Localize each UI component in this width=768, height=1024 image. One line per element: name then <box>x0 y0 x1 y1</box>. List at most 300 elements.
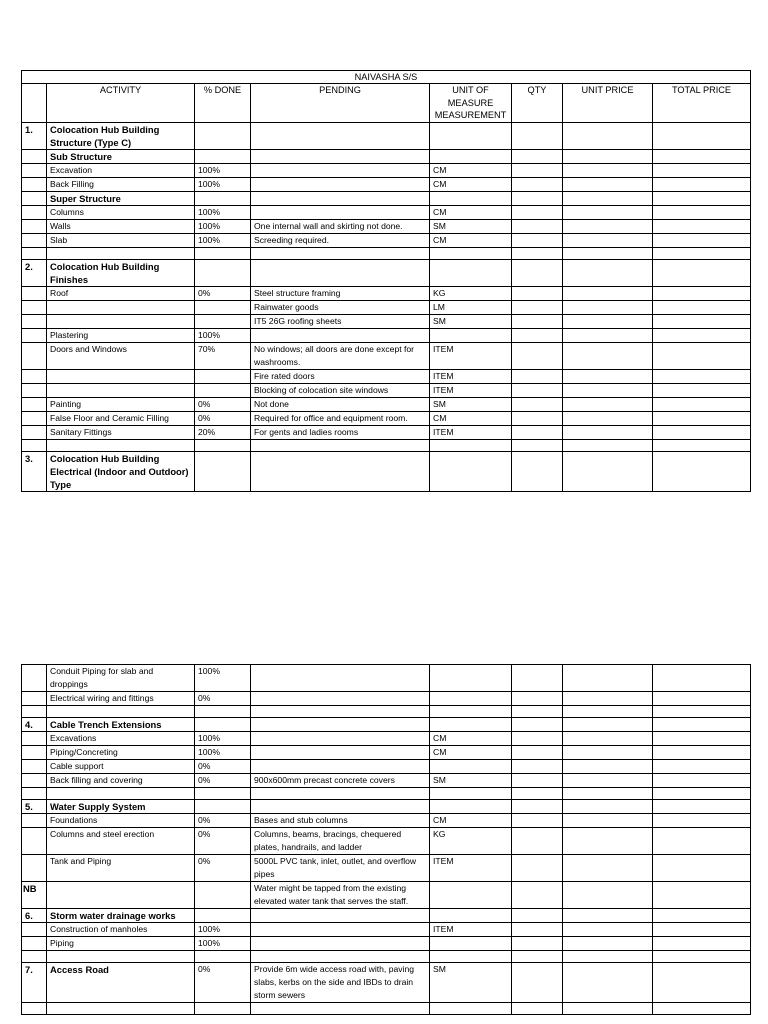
unit-cell: ITEM <box>430 923 512 937</box>
activity-cell: Excavations <box>47 732 195 746</box>
total-price-cell <box>653 329 751 343</box>
header-unit-price: UNIT PRICE <box>563 84 653 123</box>
unit-price-cell <box>563 384 653 398</box>
unit-price-cell <box>563 814 653 828</box>
table-row <box>22 384 751 398</box>
pending-cell: Bases and stub columns <box>251 814 430 828</box>
unit-cell <box>430 692 512 706</box>
unit-cell <box>430 440 512 452</box>
table-title: NAIVASHA S/S <box>22 71 751 84</box>
unit-price-cell <box>563 164 653 178</box>
unit-price-cell <box>563 370 653 384</box>
qty-cell <box>512 774 563 788</box>
pending-cell: Water might be tapped from the existing elevated water tank that serves the staff. <box>251 882 430 909</box>
table-row <box>22 234 751 248</box>
unit-cell <box>430 937 512 951</box>
percent-done-cell: 100% <box>195 732 251 746</box>
total-price-cell <box>653 398 751 412</box>
percent-done-cell <box>195 440 251 452</box>
pending-cell <box>251 329 430 343</box>
qty-cell <box>512 398 563 412</box>
qty-cell <box>512 855 563 882</box>
total-price-cell <box>653 370 751 384</box>
item-number-cell <box>22 248 47 260</box>
activity-cell <box>47 706 195 718</box>
qty-cell <box>512 732 563 746</box>
unit-cell <box>430 123 512 150</box>
unit-price-cell <box>563 909 653 923</box>
total-price-cell <box>653 440 751 452</box>
activity-cell: Doors and Windows <box>47 343 195 370</box>
item-number-cell <box>22 412 47 426</box>
table-row <box>22 828 751 855</box>
item-number-cell: 3. <box>22 452 47 492</box>
pending-cell <box>251 937 430 951</box>
pending-cell <box>251 718 430 732</box>
pending-cell: One internal wall and skirting not done. <box>251 220 430 234</box>
item-number-cell <box>22 760 47 774</box>
activity-cell: Slab <box>47 234 195 248</box>
unit-cell <box>430 760 512 774</box>
percent-done-cell: 70% <box>195 343 251 370</box>
table-row <box>22 814 751 828</box>
item-number-cell <box>22 426 47 440</box>
activity-cell: Access Road <box>47 963 195 1003</box>
unit-cell: SM <box>430 774 512 788</box>
table-row <box>22 909 751 923</box>
item-number-cell <box>22 370 47 384</box>
percent-done-cell: 0% <box>195 774 251 788</box>
unit-price-cell <box>563 234 653 248</box>
percent-done-cell: 100% <box>195 665 251 692</box>
unit-cell <box>430 718 512 732</box>
unit-price-cell <box>563 800 653 814</box>
pending-cell <box>251 260 430 287</box>
item-number-cell <box>22 164 47 178</box>
activity-cell: Storm water drainage works <box>47 909 195 923</box>
pending-cell: Required for office and equipment room. <box>251 412 430 426</box>
activity-cell: Water Supply System <box>47 800 195 814</box>
activity-cell: Colocation Hub Building Structure (Type C) <box>47 123 195 150</box>
unit-cell: SM <box>430 398 512 412</box>
unit-price-cell <box>563 718 653 732</box>
unit-price-cell <box>563 923 653 937</box>
activity-cell: Plastering <box>47 329 195 343</box>
item-number-cell <box>22 220 47 234</box>
percent-done-cell: 100% <box>195 746 251 760</box>
activity-cell: Sub Structure <box>47 150 195 164</box>
unit-cell: SM <box>430 963 512 1003</box>
activity-cell <box>47 882 195 909</box>
total-price-cell <box>653 828 751 855</box>
percent-done-cell: 0% <box>195 814 251 828</box>
percent-done-cell <box>195 706 251 718</box>
qty-cell <box>512 260 563 287</box>
percent-done-cell: 0% <box>195 412 251 426</box>
spacer-row <box>22 440 751 452</box>
activity-cell: Foundations <box>47 814 195 828</box>
percent-done-cell <box>195 800 251 814</box>
unit-price-cell <box>563 315 653 329</box>
total-price-cell <box>653 1003 751 1015</box>
unit-price-cell <box>563 692 653 706</box>
pending-cell: Blocking of colocation site windows <box>251 384 430 398</box>
unit-price-cell <box>563 440 653 452</box>
qty-cell <box>512 178 563 192</box>
qty-cell <box>512 882 563 909</box>
pending-cell <box>251 440 430 452</box>
qty-cell <box>512 440 563 452</box>
item-number-cell <box>22 440 47 452</box>
pending-cell <box>251 164 430 178</box>
qty-cell <box>512 963 563 1003</box>
total-price-cell <box>653 248 751 260</box>
activity-cell: Colocation Hub Building Finishes <box>47 260 195 287</box>
unit-cell: KG <box>430 287 512 301</box>
pending-cell <box>251 150 430 164</box>
percent-done-cell <box>195 951 251 963</box>
header-done: % DONE <box>195 84 251 123</box>
pending-cell: Rainwater goods <box>251 301 430 315</box>
activity-cell: Tank and Piping <box>47 855 195 882</box>
table-row <box>22 718 751 732</box>
unit-cell <box>430 1003 512 1015</box>
unit-cell <box>430 800 512 814</box>
item-number-cell <box>22 234 47 248</box>
unit-cell: ITEM <box>430 370 512 384</box>
table-row <box>22 287 751 301</box>
table-row <box>22 123 751 150</box>
percent-done-cell: 0% <box>195 287 251 301</box>
qty-cell <box>512 384 563 398</box>
qty-cell <box>512 760 563 774</box>
header-pending: PENDING <box>251 84 430 123</box>
unit-price-cell <box>563 452 653 492</box>
activity-cell: Colocation Hub Building Electrical (Indoor and Outdoor) Type <box>47 452 195 492</box>
total-price-cell <box>653 665 751 692</box>
table-row <box>22 665 751 692</box>
pending-cell: Columns, beams, bracings, chequered plates, handrails, and ladder <box>251 828 430 855</box>
item-number-cell <box>22 384 47 398</box>
total-price-cell <box>653 706 751 718</box>
total-price-cell <box>653 150 751 164</box>
table-row <box>22 150 751 164</box>
unit-cell <box>430 951 512 963</box>
unit-price-cell <box>563 732 653 746</box>
pending-cell <box>251 178 430 192</box>
activity-cell: Columns and steel erection <box>47 828 195 855</box>
unit-price-cell <box>563 206 653 220</box>
pending-cell: 900x600mm precast concrete covers <box>251 774 430 788</box>
table-row <box>22 164 751 178</box>
activity-cell <box>47 384 195 398</box>
pending-cell <box>251 248 430 260</box>
unit-price-cell <box>563 398 653 412</box>
percent-done-cell <box>195 370 251 384</box>
percent-done-cell: 0% <box>195 963 251 1003</box>
item-number-cell <box>22 732 47 746</box>
item-number-cell: 2. <box>22 260 47 287</box>
total-price-cell <box>653 951 751 963</box>
table-body-page-2 <box>22 665 751 1015</box>
unit-cell: CM <box>430 164 512 178</box>
table-body-page-1 <box>22 123 751 492</box>
total-price-cell <box>653 192 751 206</box>
activity-cell: Piping/Concreting <box>47 746 195 760</box>
unit-cell <box>430 150 512 164</box>
unit-price-cell <box>563 123 653 150</box>
activity-cell <box>47 248 195 260</box>
unit-price-cell <box>563 760 653 774</box>
activity-cell: Roof <box>47 287 195 301</box>
unit-cell <box>430 665 512 692</box>
unit-price-cell <box>563 260 653 287</box>
unit-cell: SM <box>430 315 512 329</box>
total-price-cell <box>653 220 751 234</box>
header-activity: ACTIVITY <box>47 84 195 123</box>
item-number-cell: 7. <box>22 963 47 1003</box>
table-row <box>22 937 751 951</box>
table-row <box>22 206 751 220</box>
table-row <box>22 732 751 746</box>
header-qty: QTY <box>512 84 563 123</box>
item-number-cell <box>22 178 47 192</box>
unit-cell: SM <box>430 220 512 234</box>
total-price-cell <box>653 718 751 732</box>
pending-cell: IT5 26G roofing sheets <box>251 315 430 329</box>
percent-done-cell: 100% <box>195 234 251 248</box>
qty-cell <box>512 800 563 814</box>
total-price-cell <box>653 814 751 828</box>
unit-price-cell <box>563 774 653 788</box>
qty-cell <box>512 814 563 828</box>
activity-cell <box>47 370 195 384</box>
qty-cell <box>512 909 563 923</box>
activity-cell: Back Filling <box>47 178 195 192</box>
unit-price-cell <box>563 329 653 343</box>
percent-done-cell: 100% <box>195 923 251 937</box>
activity-cell <box>47 1003 195 1015</box>
percent-done-cell: 0% <box>195 828 251 855</box>
unit-price-cell <box>563 412 653 426</box>
activity-cell: Piping <box>47 937 195 951</box>
total-price-cell <box>653 123 751 150</box>
table-row <box>22 412 751 426</box>
unit-price-cell <box>563 1003 653 1015</box>
unit-cell <box>430 329 512 343</box>
activity-cell: Painting <box>47 398 195 412</box>
unit-cell: KG <box>430 828 512 855</box>
pending-cell: No windows; all doors are done except for washrooms. <box>251 343 430 370</box>
qty-cell <box>512 206 563 220</box>
qty-cell <box>512 370 563 384</box>
unit-cell <box>430 452 512 492</box>
qty-cell <box>512 164 563 178</box>
table-row <box>22 774 751 788</box>
activity-cell <box>47 315 195 329</box>
unit-price-cell <box>563 963 653 1003</box>
item-number-cell: 1. <box>22 123 47 150</box>
percent-done-cell: 100% <box>195 220 251 234</box>
unit-price-cell <box>563 220 653 234</box>
unit-price-cell <box>563 665 653 692</box>
pending-cell: Not done <box>251 398 430 412</box>
pending-cell: Screeding required. <box>251 234 430 248</box>
qty-cell <box>512 301 563 315</box>
activity-cell: Walls <box>47 220 195 234</box>
unit-cell <box>430 706 512 718</box>
item-number-cell <box>22 301 47 315</box>
unit-cell: ITEM <box>430 384 512 398</box>
unit-price-cell <box>563 828 653 855</box>
table-row <box>22 370 751 384</box>
spacer-row <box>22 951 751 963</box>
header-total-price: TOTAL PRICE <box>653 84 751 123</box>
pending-cell: Steel structure framing <box>251 287 430 301</box>
unit-cell: CM <box>430 412 512 426</box>
pending-cell <box>251 665 430 692</box>
qty-cell <box>512 692 563 706</box>
activity-cell: Back filling and covering <box>47 774 195 788</box>
spacer-row <box>22 788 751 800</box>
percent-done-cell <box>195 384 251 398</box>
item-number-cell <box>22 343 47 370</box>
unit-cell: CM <box>430 746 512 760</box>
header-row <box>22 84 751 123</box>
percent-done-cell <box>195 452 251 492</box>
unit-price-cell <box>563 178 653 192</box>
pending-cell <box>251 760 430 774</box>
table-row <box>22 301 751 315</box>
table-row <box>22 398 751 412</box>
pending-cell <box>251 732 430 746</box>
total-price-cell <box>653 923 751 937</box>
qty-cell <box>512 192 563 206</box>
item-number-cell <box>22 706 47 718</box>
percent-done-cell <box>195 260 251 287</box>
item-number-cell <box>22 814 47 828</box>
pending-cell <box>251 800 430 814</box>
percent-done-cell: 0% <box>195 855 251 882</box>
unit-price-cell <box>563 706 653 718</box>
percent-done-cell: 0% <box>195 398 251 412</box>
percent-done-cell: 100% <box>195 178 251 192</box>
table-row <box>22 178 751 192</box>
qty-cell <box>512 718 563 732</box>
activity-cell: Cable Trench Extensions <box>47 718 195 732</box>
percent-done-cell <box>195 718 251 732</box>
qty-cell <box>512 412 563 426</box>
qty-cell <box>512 746 563 760</box>
table-row <box>22 963 751 1003</box>
pending-cell: For gents and ladies rooms <box>251 426 430 440</box>
total-price-cell <box>653 343 751 370</box>
item-number-cell <box>22 329 47 343</box>
activity-cell <box>47 440 195 452</box>
unit-price-cell <box>563 855 653 882</box>
table-row <box>22 882 751 909</box>
qty-cell <box>512 343 563 370</box>
item-number-cell <box>22 855 47 882</box>
percent-done-cell: 0% <box>195 760 251 774</box>
activity-cell: Cable support <box>47 760 195 774</box>
table-row <box>22 260 751 287</box>
total-price-cell <box>653 882 751 909</box>
unit-price-cell <box>563 343 653 370</box>
total-price-cell <box>653 412 751 426</box>
qty-cell <box>512 315 563 329</box>
total-price-cell <box>653 855 751 882</box>
unit-price-cell <box>563 788 653 800</box>
item-number-cell <box>22 206 47 220</box>
pending-cell <box>251 923 430 937</box>
qty-cell <box>512 706 563 718</box>
table-row <box>22 343 751 370</box>
percent-done-cell <box>195 123 251 150</box>
activity-cell: Electrical wiring and fittings <box>47 692 195 706</box>
total-price-cell <box>653 315 751 329</box>
qty-cell <box>512 248 563 260</box>
item-number-cell <box>22 398 47 412</box>
unit-cell: CM <box>430 732 512 746</box>
total-price-cell <box>653 426 751 440</box>
unit-cell <box>430 882 512 909</box>
table-row <box>22 760 751 774</box>
table-row <box>22 315 751 329</box>
total-price-cell <box>653 760 751 774</box>
total-price-cell <box>653 732 751 746</box>
table-row <box>22 329 751 343</box>
item-number-cell <box>22 774 47 788</box>
total-price-cell <box>653 452 751 492</box>
qty-cell <box>512 329 563 343</box>
total-price-cell <box>653 301 751 315</box>
activity-cell: Construction of manholes <box>47 923 195 937</box>
total-price-cell <box>653 746 751 760</box>
spacer-row <box>22 1003 751 1015</box>
total-price-cell <box>653 963 751 1003</box>
unit-cell: CM <box>430 178 512 192</box>
total-price-cell <box>653 234 751 248</box>
pending-cell <box>251 746 430 760</box>
pending-cell <box>251 692 430 706</box>
unit-cell <box>430 788 512 800</box>
percent-done-cell <box>195 192 251 206</box>
activity-cell: False Floor and Ceramic Filling <box>47 412 195 426</box>
unit-price-cell <box>563 287 653 301</box>
item-number-cell: NB <box>22 882 47 909</box>
item-number-cell <box>22 788 47 800</box>
percent-done-cell: 100% <box>195 329 251 343</box>
percent-done-cell: 20% <box>195 426 251 440</box>
qty-cell <box>512 287 563 301</box>
spacer-row <box>22 248 751 260</box>
unit-cell: CM <box>430 234 512 248</box>
boq-table-page-1 <box>21 70 751 492</box>
item-number-cell <box>22 951 47 963</box>
activity-cell <box>47 301 195 315</box>
table-row <box>22 192 751 206</box>
activity-cell: Sanitary Fittings <box>47 426 195 440</box>
unit-cell <box>430 192 512 206</box>
percent-done-cell: 100% <box>195 164 251 178</box>
pending-cell <box>251 123 430 150</box>
percent-done-cell: 0% <box>195 692 251 706</box>
pending-cell: 5000L PVC tank, inlet, outlet, and overflow pipes <box>251 855 430 882</box>
qty-cell <box>512 937 563 951</box>
item-number-cell: 6. <box>22 909 47 923</box>
item-number-cell: 5. <box>22 800 47 814</box>
